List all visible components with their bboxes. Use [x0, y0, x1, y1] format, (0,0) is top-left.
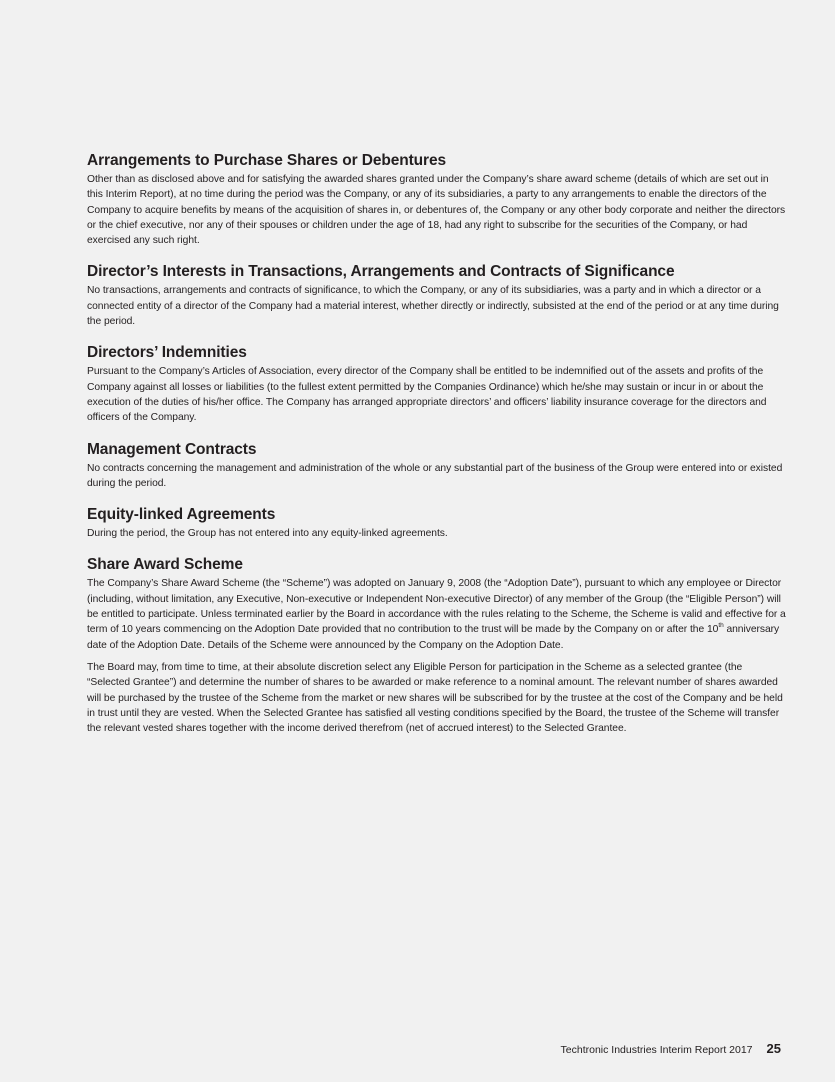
section-directors-indemnities — [87, 343, 787, 425]
section-paragraph: The Board may, from time to time, at their absolute discretion select any Eligible Person for participation in the Scheme as a selected grantee (the “Selected Grantee”) and determine the number of shares to be awarded or make reference to a nominal amount. The relevant number of shares awarded will be purchased by the trustee of the Scheme from the market or new shares will be subscribed for by the trustee at the cost of the Company and be held in trust until they are vested. When the Selected Grantee has satisfied all vesting conditions specified by the Board, the trustee of the Scheme will transfer the relevant vested shares together with the income derived therefrom (net of accrued interest) to the Selected Grantee. — [87, 661, 783, 735]
section-paragraph: Other than as disclosed above and for satisfying the awarded shares granted under the Company’s share award scheme (details of which are set out in this Interim Report), at no time during the period was the Company, or any of its subsidiaries, a party to any arrangements to enable the directors of the Company to acquire benefits by means of the acquisition of shares in, or debentures of, the Company or any other body corporate and neither the directors or the chief executive, nor any of their spouses or children under the age of 18, had any right to subscribe for the securities of the Company, or had exercised any such right. — [87, 174, 786, 247]
page-content — [87, 151, 787, 750]
section-paragraph: No transactions, arrangements and contracts of significance, to which the Company, or any of its subsidiaries, was a party and in which a director or a connected entity of a director of the Company had a material interest, whether directly or indirectly, subsisted at the end of the period or at any time during the period. — [87, 285, 779, 328]
section-arrangements-purchase-shares — [87, 151, 787, 248]
page-number: 25 — [766, 1041, 781, 1056]
page-footer — [561, 1041, 781, 1056]
section-paragraph: Pursuant to the Company’s Articles of Association, every director of the Company shall be entitled to be indemnified out of the assets and profits of the Company against all losses or liabilities (to the fullest extent permitted by the Companies Ordinance) which he/she may sustain or incur in or about the execution of the duties of his/her office. The Company has arranged appropriate directors’ and officers’ liability insurance coverage for the directors and officers of the Company. — [87, 366, 767, 424]
footer-report-title: Techtronic Industries Interim Report 2017 — [560, 1044, 753, 1056]
paragraph-text: anniversary date of the Adoption Date. Details of the Scheme were announced by the Company on the Adoption Date. — [87, 624, 780, 651]
section-heading: Directors’ Indemnities — [87, 344, 247, 362]
section-directors-interests — [87, 262, 787, 329]
paragraph-text: The Company’s Share Award Scheme (the “Scheme”) was adopted on January 9, 2008 (the “Adoption Date”), pursuant to which any employee or Director (including, without limitation, any Executive, Non-executive or Independent Non-executive Director) of any member of the Group (the “Eligible Person”) will be entitled to participate. Unless terminated earlier by the Board in accordance with the rules relating to the Scheme, the Scheme is valid and effective for a term of 10 years commencing on the Adoption Date provided that no contribution to the trust will be made by the Company on or after the 10 — [87, 578, 786, 636]
section-paragraph — [87, 576, 787, 652]
section-heading: Arrangements to Purchase Shares or Debentures — [87, 152, 447, 169]
section-management-contracts — [87, 440, 787, 492]
section-heading: Director’s Interests in Transactions, Arrangements and Contracts of Significance — [87, 263, 675, 281]
section-heading: Management Contracts — [87, 440, 257, 458]
section-share-award-scheme — [87, 555, 787, 736]
section-heading: Equity-linked Agreements — [87, 506, 276, 524]
ordinal-superscript: th — [718, 621, 724, 629]
section-paragraph: During the period, the Group has not entered into any equity-linked agreements. — [87, 528, 448, 540]
section-equity-linked-agreements — [87, 505, 787, 541]
section-heading: Share Award Scheme — [87, 556, 243, 574]
section-paragraph: No contracts concerning the management and administration of the whole or any substantial part of the business of the Group were entered into or existed during the period. — [87, 462, 783, 489]
